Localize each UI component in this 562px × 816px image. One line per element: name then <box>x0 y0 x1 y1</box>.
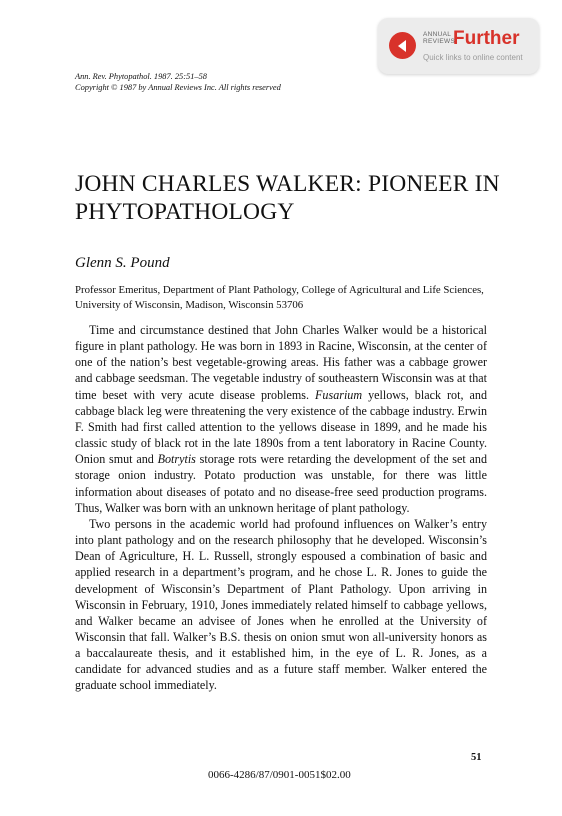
author-affiliation: Professor Emeritus, Department of Plant Pathology, College of Agricultural and Life Sciences, University of Wisconsin, Madison, Wisconsin 53706 <box>75 284 484 311</box>
banner-subtitle: Quick links to online content <box>423 53 523 62</box>
banner-title[interactable]: Further <box>453 28 520 49</box>
play-back-circle-icon[interactable] <box>389 32 416 59</box>
citation-line-1: Ann. Rev. Phytopathol. 1987. 25:51–58 <box>75 72 207 81</box>
italic-term-fusarium: Fusarium <box>315 387 363 402</box>
footer-code: 0066-4286/87/0901-0051$02.00 <box>208 769 351 781</box>
article-body <box>75 322 487 694</box>
journal-citation <box>75 71 281 93</box>
banner-brand-text: ANNUAL REVIEWS <box>423 31 456 45</box>
citation-line-2: Copyright © 1987 by Annual Reviews Inc. All rights reserved <box>75 83 281 92</box>
paragraph-1-part-2: yellows, black rot, and cabbage black leg were threatening the very existence of the cabbage industry. Erwin F. Smith had first called attention to the yellows disease in 1899, and he made his classic study of black rot in the late 1890s from a tent laboratory in Racine County. Onion smut and <box>75 387 487 467</box>
italic-term-botrytis: Botrytis <box>157 452 196 467</box>
paragraph-1-part-3: storage rots were retarding the development of the set and storage onion industry. Potato production was unstable, for there was little information about diseases of potato and no disease-free seed production programs. Thus, Walker was born with an unknown heritage of plant pathology. <box>75 452 487 515</box>
paragraph-2: Two persons in the academic world had profound influences on Walker’s entry into plant pathology and on the research philosophy that he developed. Wisconsin’s Dean of Agriculture, H. L. Russell, strongly espoused a combination of basic and applied research in a department’s program, and he chose L. R. Jones to guide the development of Wisconsin’s Department of Plant Pathology. Upon arriving in Wisconsin in February, 1910, Jones immediately related himself to cabbage yellows, and Walker became an advisee of Jones when he enrolled at the University of Wisconsin that fall. Walker’s B.S. thesis on onion smut won all-university honors as a baccalaureate thesis, and it established him, in the eye of L. R. Jones, as a candidate for advanced studies and as a future staff member. Walker entered the graduate school immediately. <box>75 516 487 693</box>
paragraph-1 <box>75 322 487 516</box>
author-name: Glenn S. Pound <box>75 255 170 271</box>
page-number: 51 <box>471 752 482 763</box>
banner-brand <box>423 31 455 45</box>
paragraph-1-part-1: Time and circumstance destined that John Charles Walker would be a historical figure in plant pathology. He was born in 1893 in Racine, Wisconsin, at the center of one of the nation’s best vegetable-growing areas. His father was a cabbage grower and cabbage seedsman. The vegetable industry of southeastern Wisconsin was at that time beset with very acute disease problems. <box>75 323 487 402</box>
annual-reviews-further-banner[interactable] <box>378 18 539 74</box>
article-title: JOHN CHARLES WALKER: PIONEER IN PHYTOPATHOLOGY <box>75 171 500 225</box>
